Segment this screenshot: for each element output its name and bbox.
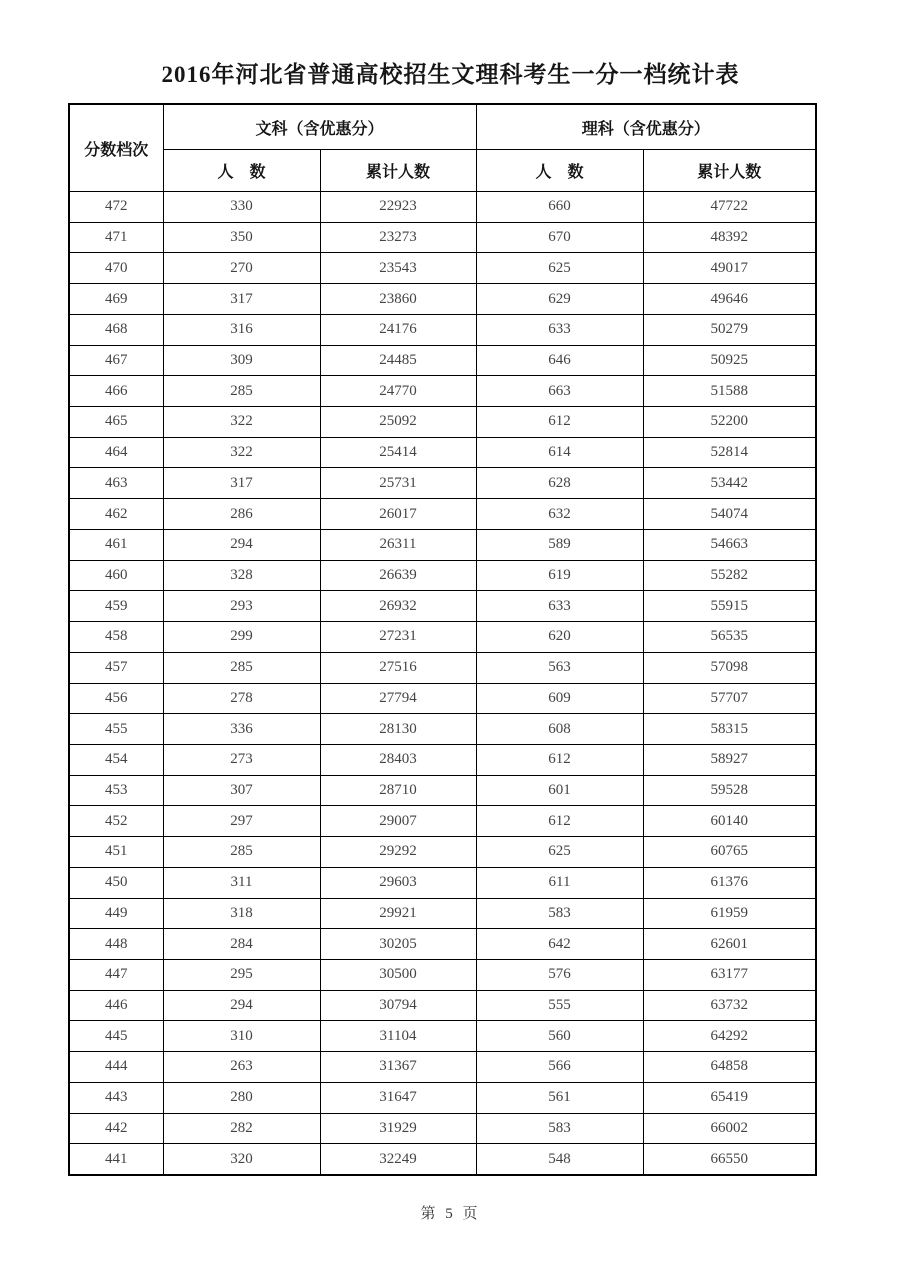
cell-arts_count: 286: [163, 499, 320, 530]
cell-arts_cumulative: 25731: [320, 468, 476, 499]
cell-arts_count: 311: [163, 867, 320, 898]
cell-arts_cumulative: 27794: [320, 683, 476, 714]
cell-arts_cumulative: 26017: [320, 499, 476, 530]
table-row: [69, 222, 816, 253]
table-row: [69, 345, 816, 376]
cell-arts_count: 310: [163, 1021, 320, 1052]
cell-arts_cumulative: 29007: [320, 806, 476, 837]
cell-score_band: 471: [69, 222, 163, 253]
cell-science_cumulative: 64858: [643, 1052, 816, 1083]
cell-science_cumulative: 65419: [643, 1082, 816, 1113]
cell-arts_cumulative: 25092: [320, 407, 476, 438]
cell-science_cumulative: 49646: [643, 284, 816, 315]
cell-science_cumulative: 59528: [643, 775, 816, 806]
cell-science_cumulative: 63177: [643, 959, 816, 990]
cell-science_cumulative: 56535: [643, 622, 816, 653]
score-distribution-table: [68, 103, 817, 1176]
cell-score_band: 460: [69, 560, 163, 591]
cell-arts_count: 285: [163, 376, 320, 407]
cell-science_count: 619: [476, 560, 643, 591]
cell-science_count: 589: [476, 529, 643, 560]
cell-science_count: 670: [476, 222, 643, 253]
cell-science_count: 633: [476, 591, 643, 622]
cell-science_count: 614: [476, 437, 643, 468]
table-row: [69, 806, 816, 837]
cell-science_count: 561: [476, 1082, 643, 1113]
cell-science_cumulative: 53442: [643, 468, 816, 499]
cell-arts_count: 336: [163, 714, 320, 745]
cell-science_cumulative: 57098: [643, 652, 816, 683]
table-row: [69, 867, 816, 898]
table-row: [69, 837, 816, 868]
cell-science_cumulative: 61959: [643, 898, 816, 929]
table-row: [69, 284, 816, 315]
table-row: [69, 1113, 816, 1144]
table-row: [69, 437, 816, 468]
cell-science_count: 601: [476, 775, 643, 806]
cell-science_count: 612: [476, 407, 643, 438]
cell-arts_count: 263: [163, 1052, 320, 1083]
cell-score_band: 467: [69, 345, 163, 376]
cell-arts_count: 316: [163, 314, 320, 345]
cell-science_count: 620: [476, 622, 643, 653]
cell-score_band: 451: [69, 837, 163, 868]
cell-arts_cumulative: 29292: [320, 837, 476, 868]
cell-arts_cumulative: 28403: [320, 744, 476, 775]
cell-score_band: 454: [69, 744, 163, 775]
cell-arts_cumulative: 31929: [320, 1113, 476, 1144]
table-row: [69, 959, 816, 990]
table-row: [69, 253, 816, 284]
table-row: [69, 683, 816, 714]
cell-arts_count: 299: [163, 622, 320, 653]
cell-score_band: 464: [69, 437, 163, 468]
cell-arts_cumulative: 23273: [320, 222, 476, 253]
header-science-cumulative: 累计人数: [643, 150, 816, 192]
cell-science_count: 566: [476, 1052, 643, 1083]
cell-arts_cumulative: 27231: [320, 622, 476, 653]
cell-science_count: 660: [476, 192, 643, 223]
cell-score_band: 456: [69, 683, 163, 714]
cell-score_band: 468: [69, 314, 163, 345]
cell-arts_count: 350: [163, 222, 320, 253]
header-sub-row: [69, 150, 816, 192]
cell-arts_count: 282: [163, 1113, 320, 1144]
cell-arts_count: 273: [163, 744, 320, 775]
header-science-count: 人 数: [476, 150, 643, 192]
cell-science_cumulative: 51588: [643, 376, 816, 407]
cell-score_band: 443: [69, 1082, 163, 1113]
cell-science_count: 555: [476, 990, 643, 1021]
cell-science_cumulative: 55915: [643, 591, 816, 622]
cell-arts_cumulative: 30794: [320, 990, 476, 1021]
cell-score_band: 465: [69, 407, 163, 438]
cell-arts_cumulative: 29603: [320, 867, 476, 898]
cell-score_band: 448: [69, 929, 163, 960]
cell-score_band: 459: [69, 591, 163, 622]
cell-score_band: 472: [69, 192, 163, 223]
cell-science_count: 563: [476, 652, 643, 683]
table-body: [69, 192, 816, 1176]
cell-arts_cumulative: 25414: [320, 437, 476, 468]
cell-arts_count: 285: [163, 837, 320, 868]
table-row: [69, 714, 816, 745]
cell-science_cumulative: 52814: [643, 437, 816, 468]
cell-arts_count: 320: [163, 1144, 320, 1175]
cell-science_cumulative: 57707: [643, 683, 816, 714]
cell-arts_count: 297: [163, 806, 320, 837]
cell-science_cumulative: 52200: [643, 407, 816, 438]
cell-science_count: 612: [476, 744, 643, 775]
table-row: [69, 775, 816, 806]
header-score-band: 分数档次: [69, 104, 163, 192]
cell-score_band: 470: [69, 253, 163, 284]
cell-score_band: 450: [69, 867, 163, 898]
cell-score_band: 455: [69, 714, 163, 745]
cell-science_cumulative: 54663: [643, 529, 816, 560]
table-row: [69, 376, 816, 407]
table-row: [69, 929, 816, 960]
cell-science_count: 625: [476, 837, 643, 868]
cell-science_cumulative: 62601: [643, 929, 816, 960]
cell-science_cumulative: 47722: [643, 192, 816, 223]
cell-arts_count: 328: [163, 560, 320, 591]
cell-arts_count: 285: [163, 652, 320, 683]
cell-science_cumulative: 61376: [643, 867, 816, 898]
cell-science_cumulative: 64292: [643, 1021, 816, 1052]
cell-score_band: 441: [69, 1144, 163, 1175]
table-row: [69, 499, 816, 530]
cell-arts_cumulative: 26311: [320, 529, 476, 560]
cell-arts_count: 270: [163, 253, 320, 284]
cell-arts_cumulative: 32249: [320, 1144, 476, 1175]
cell-score_band: 445: [69, 1021, 163, 1052]
cell-science_cumulative: 60140: [643, 806, 816, 837]
cell-score_band: 446: [69, 990, 163, 1021]
cell-score_band: 463: [69, 468, 163, 499]
cell-science_count: 628: [476, 468, 643, 499]
cell-arts_cumulative: 24485: [320, 345, 476, 376]
cell-arts_count: 293: [163, 591, 320, 622]
cell-score_band: 461: [69, 529, 163, 560]
table-row: [69, 529, 816, 560]
cell-science_cumulative: 50925: [643, 345, 816, 376]
cell-science_cumulative: 55282: [643, 560, 816, 591]
cell-arts_cumulative: 24770: [320, 376, 476, 407]
cell-arts_cumulative: 22923: [320, 192, 476, 223]
cell-score_band: 458: [69, 622, 163, 653]
table-row: [69, 407, 816, 438]
table-header: [69, 104, 816, 192]
cell-score_band: 462: [69, 499, 163, 530]
header-science-group: 理科（含优惠分）: [476, 104, 816, 150]
cell-arts_count: 284: [163, 929, 320, 960]
cell-arts_cumulative: 30500: [320, 959, 476, 990]
table-row: [69, 990, 816, 1021]
cell-science_cumulative: 66002: [643, 1113, 816, 1144]
cell-arts_cumulative: 23543: [320, 253, 476, 284]
table-row: [69, 314, 816, 345]
cell-arts_cumulative: 26639: [320, 560, 476, 591]
cell-science_cumulative: 50279: [643, 314, 816, 345]
cell-arts_cumulative: 31367: [320, 1052, 476, 1083]
table-row: [69, 1052, 816, 1083]
cell-science_count: 583: [476, 1113, 643, 1144]
cell-science_count: 642: [476, 929, 643, 960]
cell-science_cumulative: 54074: [643, 499, 816, 530]
cell-arts_count: 294: [163, 990, 320, 1021]
table-row: [69, 898, 816, 929]
cell-science_count: 629: [476, 284, 643, 315]
cell-science_count: 560: [476, 1021, 643, 1052]
header-group-row: [69, 104, 816, 150]
header-arts-count: 人 数: [163, 150, 320, 192]
cell-arts_cumulative: 24176: [320, 314, 476, 345]
cell-science_cumulative: 49017: [643, 253, 816, 284]
header-arts-group: 文科（含优惠分）: [163, 104, 476, 150]
cell-score_band: 452: [69, 806, 163, 837]
cell-score_band: 444: [69, 1052, 163, 1083]
cell-science_count: 646: [476, 345, 643, 376]
table-row: [69, 560, 816, 591]
cell-arts_count: 330: [163, 192, 320, 223]
cell-arts_count: 317: [163, 284, 320, 315]
cell-science_count: 633: [476, 314, 643, 345]
cell-score_band: 457: [69, 652, 163, 683]
cell-score_band: 466: [69, 376, 163, 407]
table-row: [69, 192, 816, 223]
cell-arts_cumulative: 30205: [320, 929, 476, 960]
cell-arts_count: 322: [163, 437, 320, 468]
table-row: [69, 1021, 816, 1052]
cell-science_count: 576: [476, 959, 643, 990]
cell-arts_cumulative: 31104: [320, 1021, 476, 1052]
table-row: [69, 1082, 816, 1113]
cell-arts_cumulative: 23860: [320, 284, 476, 315]
cell-science_cumulative: 58315: [643, 714, 816, 745]
cell-science_cumulative: 58927: [643, 744, 816, 775]
cell-score_band: 469: [69, 284, 163, 315]
cell-science_count: 609: [476, 683, 643, 714]
cell-arts_cumulative: 28710: [320, 775, 476, 806]
cell-arts_count: 295: [163, 959, 320, 990]
cell-arts_count: 280: [163, 1082, 320, 1113]
page-title: 2016年河北省普通高校招生文理科考生一分一档统计表: [161, 62, 740, 87]
cell-arts_cumulative: 27516: [320, 652, 476, 683]
cell-arts_count: 307: [163, 775, 320, 806]
cell-score_band: 442: [69, 1113, 163, 1144]
table-row: [69, 652, 816, 683]
cell-score_band: 453: [69, 775, 163, 806]
header-arts-cumulative: 累计人数: [320, 150, 476, 192]
cell-arts_count: 322: [163, 407, 320, 438]
cell-arts_count: 318: [163, 898, 320, 929]
table-row: [69, 744, 816, 775]
cell-science_count: 632: [476, 499, 643, 530]
cell-science_count: 663: [476, 376, 643, 407]
cell-science_count: 612: [476, 806, 643, 837]
cell-arts_count: 294: [163, 529, 320, 560]
table-row: [69, 1144, 816, 1175]
table-row: [69, 622, 816, 653]
cell-science_cumulative: 60765: [643, 837, 816, 868]
cell-arts_cumulative: 26932: [320, 591, 476, 622]
cell-arts_cumulative: 29921: [320, 898, 476, 929]
cell-arts_cumulative: 31647: [320, 1082, 476, 1113]
cell-score_band: 449: [69, 898, 163, 929]
cell-arts_cumulative: 28130: [320, 714, 476, 745]
cell-science_count: 611: [476, 867, 643, 898]
cell-science_cumulative: 48392: [643, 222, 816, 253]
cell-arts_count: 309: [163, 345, 320, 376]
cell-science_cumulative: 63732: [643, 990, 816, 1021]
cell-arts_count: 278: [163, 683, 320, 714]
cell-science_count: 625: [476, 253, 643, 284]
cell-science_count: 548: [476, 1144, 643, 1175]
table-row: [69, 468, 816, 499]
cell-score_band: 447: [69, 959, 163, 990]
page-number: 第 5 页: [420, 1206, 481, 1222]
table-row: [69, 591, 816, 622]
cell-science_cumulative: 66550: [643, 1144, 816, 1175]
cell-arts_count: 317: [163, 468, 320, 499]
cell-science_count: 583: [476, 898, 643, 929]
cell-science_count: 608: [476, 714, 643, 745]
